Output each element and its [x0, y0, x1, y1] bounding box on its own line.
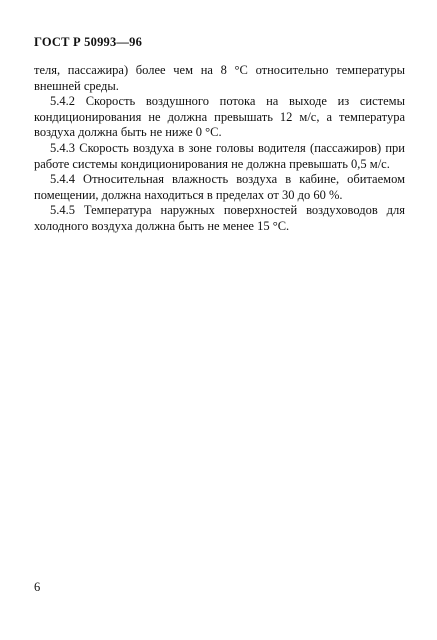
page-number: 6: [34, 580, 41, 594]
paragraph-5-4-3: 5.4.3 Скорость воздуха в зоне головы водителя (пассажиров) при работе системы кондиционирования не должна превышать 0,5 м/с.: [34, 140, 405, 171]
paragraph-5-4-4: 5.4.4 Относительная влажность воздуха в кабине, обитаемом помещении, должна находиться в пределах от 30 до 60 %.: [34, 172, 405, 202]
body-text: [34, 63, 405, 235]
paragraph-continuation: теля, пассажира) более чем на 8 °С относительно температуры внешней среды.: [34, 63, 405, 93]
document-code-header: ГОСТ Р 50993—96: [34, 35, 143, 49]
paragraph-5-4-2: 5.4.2 Скорость воздушного потока на выходе из системы кондиционирования не должна превышать 12 м/с, а температура воздуха должна быть не ниже 0 °С.: [34, 94, 405, 140]
paragraph-5-4-5: 5.4.5 Температура наружных поверхностей воздуховодов для холодного воздуха должна быть не менее 15 °С.: [34, 203, 405, 233]
